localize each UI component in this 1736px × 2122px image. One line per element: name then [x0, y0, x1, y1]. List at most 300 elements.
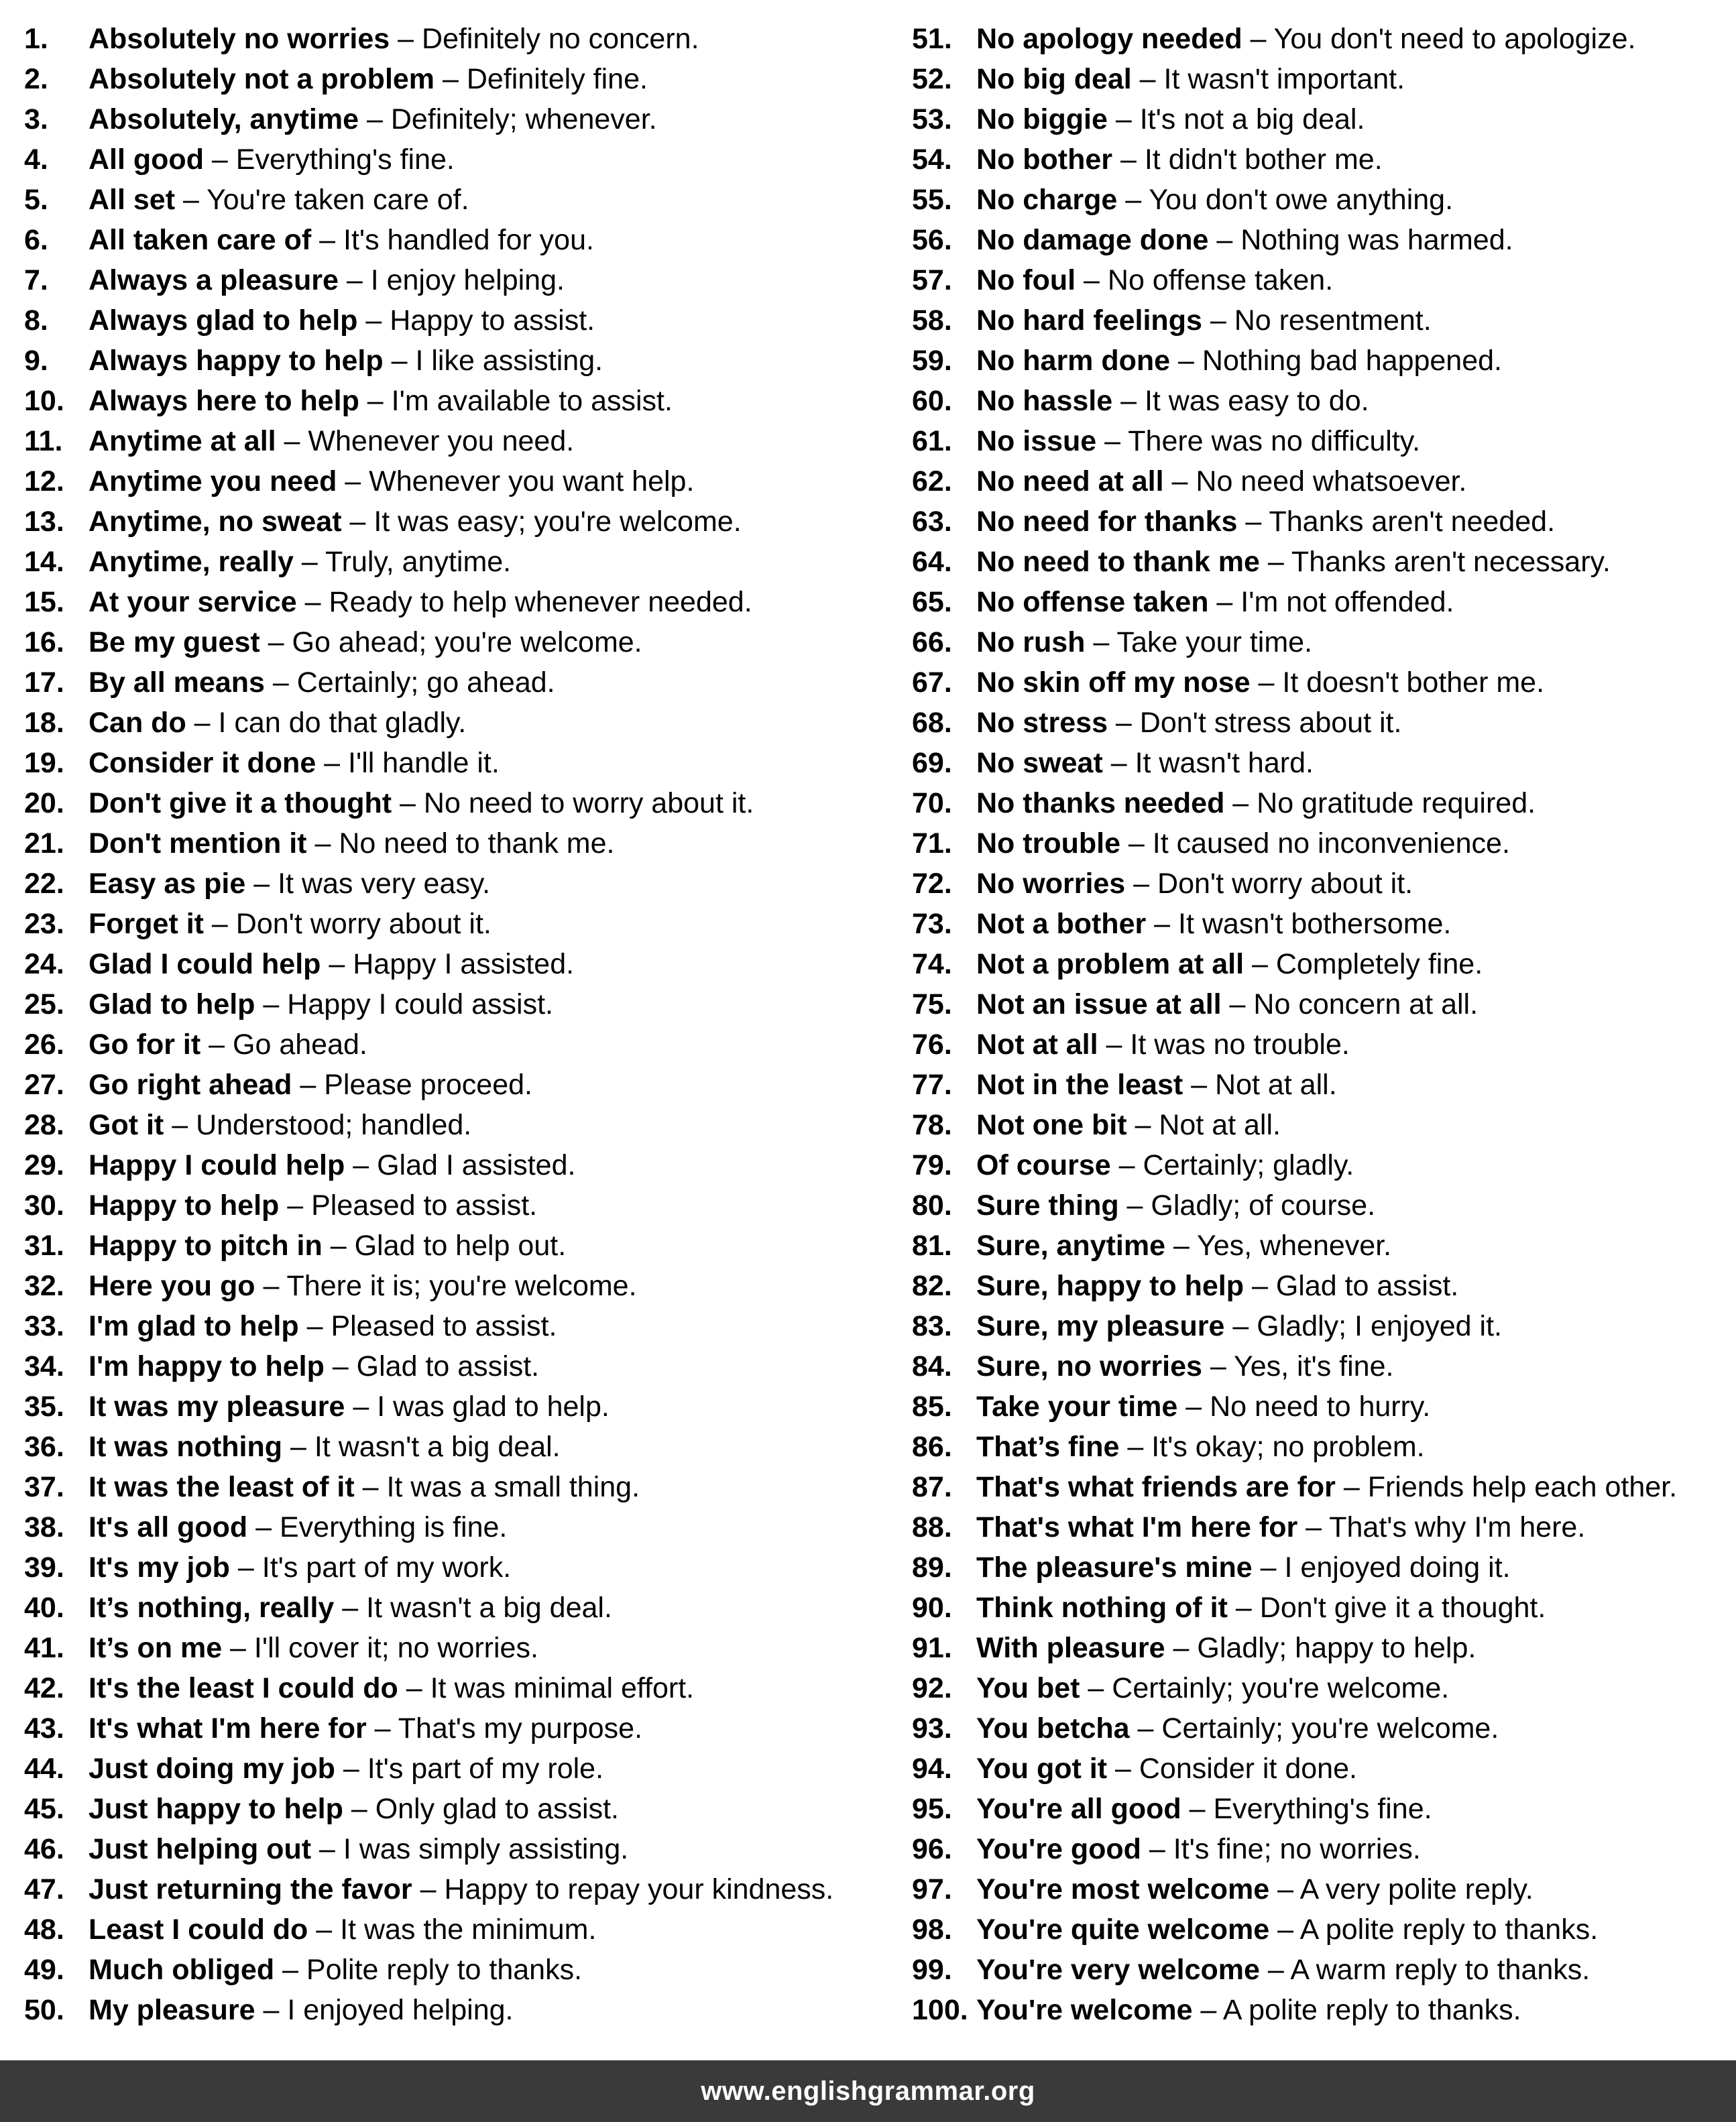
- item-phrase: No hassle: [976, 385, 1113, 417]
- item-number: 85.: [912, 1391, 952, 1423]
- item-text: [89, 582, 752, 622]
- item-separator: –: [354, 1471, 387, 1503]
- item-phrase: Absolutely, anytime: [89, 103, 359, 135]
- item-meaning: It's not a big deal.: [1139, 103, 1365, 135]
- list-item: [912, 984, 1727, 1024]
- item-meaning: Definitely fine.: [466, 63, 648, 95]
- item-phrase: It's my job: [89, 1551, 230, 1584]
- item-number: 49.: [24, 1954, 64, 1986]
- item-meaning: It wasn't bothersome.: [1178, 908, 1452, 940]
- list-item: [24, 59, 876, 99]
- item-meaning: Certainly; gladly.: [1143, 1149, 1354, 1181]
- item-text: [89, 1065, 532, 1105]
- item-meaning: That's my purpose.: [398, 1712, 643, 1745]
- item-phrase: No harm done: [976, 345, 1171, 377]
- item-phrase: You're quite welcome: [976, 1913, 1270, 1946]
- item-phrase: It’s nothing, really: [89, 1592, 335, 1624]
- item-meaning: No need whatsoever.: [1196, 465, 1467, 497]
- item-number: 20.: [24, 787, 64, 819]
- item-separator: –: [1237, 506, 1269, 538]
- item-separator: –: [1112, 143, 1145, 176]
- item-meaning: Definitely; whenever.: [390, 103, 657, 135]
- item-text: [89, 99, 657, 139]
- item-separator: –: [1098, 1028, 1131, 1061]
- item-separator: –: [1208, 224, 1241, 256]
- item-meaning: A very polite reply.: [1299, 1873, 1534, 1905]
- item-number: 22.: [24, 868, 64, 900]
- list-item: [912, 381, 1727, 421]
- list-item: [24, 139, 876, 180]
- item-text: [976, 1266, 1458, 1306]
- list-item: [24, 1266, 876, 1306]
- item-text: [89, 381, 673, 421]
- item-separator: –: [357, 304, 390, 337]
- list-item: [912, 99, 1727, 139]
- item-number: 92.: [912, 1672, 952, 1704]
- item-phrase: No rush: [976, 626, 1086, 658]
- item-separator: –: [282, 1431, 314, 1463]
- item-text: [976, 1145, 1354, 1185]
- item-meaning: No need to worry about it.: [423, 787, 754, 819]
- item-phrase: That's what friends are for: [976, 1471, 1336, 1503]
- item-separator: –: [412, 1873, 445, 1905]
- list-item: [24, 300, 876, 341]
- item-separator: –: [1335, 1471, 1368, 1503]
- item-phrase: Sure, no worries: [976, 1350, 1202, 1382]
- item-text: [976, 260, 1333, 300]
- item-meaning: Truly, anytime.: [325, 546, 512, 578]
- item-meaning: Everything's fine.: [235, 143, 455, 176]
- list-item: [912, 1588, 1727, 1628]
- item-number: 4.: [24, 143, 48, 176]
- item-number: 17.: [24, 666, 64, 699]
- list-item: [912, 1024, 1727, 1065]
- item-text: [89, 220, 594, 260]
- item-separator: –: [1076, 264, 1108, 296]
- item-number: 46.: [24, 1833, 64, 1865]
- item-number: 62.: [912, 465, 952, 497]
- item-number: 93.: [912, 1712, 952, 1745]
- item-phrase: You betcha: [976, 1712, 1130, 1745]
- item-separator: –: [175, 184, 207, 216]
- list-item: [912, 1869, 1727, 1909]
- item-phrase: All set: [89, 184, 176, 216]
- item-text: [976, 1628, 1476, 1668]
- item-separator: –: [298, 1310, 331, 1342]
- item-phrase: Easy as pie: [89, 868, 246, 900]
- item-text: [89, 944, 574, 984]
- item-text: [89, 19, 699, 59]
- item-meaning: It's handled for you.: [343, 224, 594, 256]
- list-item: [24, 1708, 876, 1749]
- item-separator: –: [1177, 1391, 1210, 1423]
- list-item: [912, 823, 1727, 864]
- list-item: [24, 703, 876, 743]
- item-meaning: Go ahead; you're welcome.: [292, 626, 642, 658]
- item-number: 65.: [912, 586, 952, 618]
- item-meaning: Everything is fine.: [279, 1511, 508, 1543]
- list-item: [912, 1909, 1727, 1950]
- item-separator: –: [392, 787, 424, 819]
- item-meaning: Definitely no concern.: [422, 23, 699, 55]
- item-text: [976, 864, 1413, 904]
- item-meaning: It wasn't hard.: [1135, 747, 1314, 779]
- item-number: 13.: [24, 506, 64, 538]
- list-item: [912, 582, 1727, 622]
- item-phrase: Least I could do: [89, 1913, 308, 1946]
- item-separator: –: [292, 1069, 325, 1101]
- item-number: 23.: [24, 908, 64, 940]
- item-separator: –: [203, 908, 236, 940]
- item-meaning: It was easy to do.: [1144, 385, 1369, 417]
- item-separator: –: [1117, 184, 1149, 216]
- item-number: 7.: [24, 264, 48, 296]
- item-phrase: No worries: [976, 868, 1126, 900]
- list-item: [912, 1507, 1727, 1547]
- item-separator: –: [293, 546, 325, 578]
- item-phrase: No biggie: [976, 103, 1108, 135]
- item-text: [89, 1789, 619, 1829]
- item-meaning: It wasn't important.: [1163, 63, 1405, 95]
- item-number: 96.: [912, 1833, 952, 1865]
- item-meaning: I enjoyed helping.: [287, 1994, 514, 2026]
- item-phrase: You bet: [976, 1672, 1080, 1704]
- item-meaning: Don't worry about it.: [235, 908, 491, 940]
- item-text: [976, 904, 1451, 944]
- list-item: [24, 99, 876, 139]
- item-text: [89, 260, 565, 300]
- list-item: [912, 743, 1727, 783]
- item-separator: –: [1165, 1230, 1198, 1262]
- item-text: [89, 783, 754, 823]
- item-text: [976, 944, 1483, 984]
- item-phrase: Happy to help: [89, 1189, 280, 1222]
- item-phrase: Not a bother: [976, 908, 1147, 940]
- item-number: 15.: [24, 586, 64, 618]
- item-meaning: It was very easy.: [278, 868, 491, 900]
- item-meaning: I enjoy helping.: [370, 264, 565, 296]
- item-separator: –: [255, 1994, 288, 2026]
- item-meaning: No need to hurry.: [1210, 1391, 1431, 1423]
- item-meaning: Please proceed.: [324, 1069, 532, 1101]
- item-number: 71.: [912, 827, 952, 860]
- item-text: [976, 1749, 1357, 1789]
- item-phrase: Just returning the favor: [89, 1873, 412, 1905]
- item-separator: –: [1107, 1753, 1139, 1785]
- item-number: 54.: [912, 143, 952, 176]
- item-meaning: Yes, whenever.: [1197, 1230, 1392, 1262]
- item-phrase: By all means: [89, 666, 265, 699]
- item-meaning: That's why I'm here.: [1329, 1511, 1586, 1543]
- item-meaning: Don't give it a thought.: [1259, 1592, 1546, 1624]
- item-separator: –: [311, 1833, 343, 1865]
- item-phrase: Happy I could help: [89, 1149, 345, 1181]
- item-separator: –: [203, 143, 236, 176]
- item-meaning: Completely fine.: [1275, 948, 1483, 980]
- item-phrase: Can do: [89, 707, 186, 739]
- item-separator: –: [306, 827, 339, 860]
- item-phrase: Not an issue at all: [976, 988, 1222, 1020]
- item-text: [976, 1950, 1590, 1990]
- item-text: [976, 622, 1312, 662]
- item-text: [89, 864, 490, 904]
- item-text: [976, 582, 1454, 622]
- list-item: [24, 260, 876, 300]
- item-meaning: Don't stress about it.: [1139, 707, 1402, 739]
- item-phrase: No trouble: [976, 827, 1120, 860]
- item-meaning: Happy to repay your kindness.: [444, 1873, 834, 1905]
- list-item: [24, 1346, 876, 1387]
- item-number: 89.: [912, 1551, 952, 1584]
- item-number: 100.: [912, 1994, 968, 2026]
- item-number: 45.: [24, 1793, 64, 1825]
- item-number: 8.: [24, 304, 48, 337]
- item-separator: –: [341, 506, 374, 538]
- list-item: [24, 1628, 876, 1668]
- item-number: 95.: [912, 1793, 952, 1825]
- item-separator: –: [1141, 1833, 1173, 1865]
- item-number: 94.: [912, 1753, 952, 1785]
- item-number: 51.: [912, 23, 952, 55]
- item-separator: –: [186, 707, 219, 739]
- item-phrase: Go right ahead: [89, 1069, 292, 1101]
- item-meaning: You don't need to apologize.: [1273, 23, 1636, 55]
- item-separator: –: [1269, 1873, 1300, 1905]
- item-meaning: Understood; handled.: [196, 1109, 472, 1141]
- item-meaning: It was no trouble.: [1130, 1028, 1350, 1061]
- item-number: 26.: [24, 1028, 64, 1061]
- item-separator: –: [1202, 1350, 1234, 1382]
- item-text: [976, 220, 1513, 260]
- item-separator: –: [1208, 586, 1241, 618]
- item-number: 80.: [912, 1189, 952, 1222]
- item-meaning: Gladly; of course.: [1151, 1189, 1376, 1222]
- list-item: [912, 904, 1727, 944]
- item-separator: –: [316, 747, 349, 779]
- item-phrase: Go for it: [89, 1028, 201, 1061]
- item-text: [976, 1226, 1391, 1266]
- item-phrase: All taken care of: [89, 224, 312, 256]
- item-phrase: Glad I could help: [89, 948, 321, 980]
- item-separator: –: [398, 1672, 430, 1704]
- item-number: 3.: [24, 103, 48, 135]
- item-number: 30.: [24, 1189, 64, 1222]
- item-phrase: I'm happy to help: [89, 1350, 325, 1382]
- item-number: 14.: [24, 546, 64, 578]
- item-phrase: That’s fine: [976, 1431, 1120, 1463]
- item-meaning: No need to thank me.: [339, 827, 615, 860]
- list-item: [912, 1266, 1727, 1306]
- list-item: [24, 1588, 876, 1628]
- list-item: [912, 1668, 1727, 1708]
- item-meaning: I can do that gladly.: [218, 707, 467, 739]
- item-number: 28.: [24, 1109, 64, 1141]
- item-text: [89, 1547, 511, 1588]
- list-item: [912, 260, 1727, 300]
- website-url: www.englishgrammar.org: [701, 2076, 1035, 2106]
- item-separator: –: [259, 626, 292, 658]
- phrase-list-right: [912, 19, 1727, 2030]
- list-item: [24, 461, 876, 502]
- item-meaning: No offense taken.: [1107, 264, 1334, 296]
- item-number: 48.: [24, 1913, 64, 1946]
- item-text: [976, 59, 1405, 99]
- list-item: [24, 1226, 876, 1266]
- item-number: 53.: [912, 103, 952, 135]
- item-number: 42.: [24, 1672, 64, 1704]
- list-item: [912, 1950, 1727, 1990]
- item-text: [89, 1829, 628, 1869]
- list-item: [24, 19, 876, 59]
- item-number: 10.: [24, 385, 64, 417]
- item-number: 19.: [24, 747, 64, 779]
- item-phrase: At your service: [89, 586, 297, 618]
- item-text: [89, 59, 648, 99]
- list-item: [24, 421, 876, 461]
- item-text: [89, 1387, 610, 1427]
- item-separator: –: [1183, 1069, 1216, 1101]
- list-item: [24, 1909, 876, 1950]
- item-meaning: Go ahead.: [233, 1028, 367, 1061]
- item-number: 66.: [912, 626, 952, 658]
- item-number: 47.: [24, 1873, 64, 1905]
- item-text: [976, 381, 1369, 421]
- item-phrase: Be my guest: [89, 626, 260, 658]
- item-number: 25.: [24, 988, 64, 1020]
- item-meaning: Only glad to assist.: [375, 1793, 619, 1825]
- item-text: [89, 1708, 642, 1749]
- item-text: [976, 19, 1635, 59]
- item-number: 21.: [24, 827, 64, 860]
- item-text: [89, 421, 574, 461]
- item-separator: –: [164, 1109, 196, 1141]
- list-item: [912, 139, 1727, 180]
- item-separator: –: [1252, 1551, 1285, 1584]
- item-number: 90.: [912, 1592, 952, 1624]
- item-separator: –: [366, 1712, 398, 1745]
- item-meaning: A warm reply to thanks.: [1290, 1954, 1590, 1986]
- item-separator: –: [308, 1913, 341, 1946]
- item-separator: –: [311, 224, 343, 256]
- item-phrase: No hard feelings: [976, 304, 1202, 337]
- item-separator: –: [435, 63, 467, 95]
- item-meaning: Gladly; I enjoyed it.: [1257, 1310, 1502, 1342]
- list-item: [912, 1387, 1727, 1427]
- item-number: 31.: [24, 1230, 64, 1262]
- item-phrase: Think nothing of it: [976, 1592, 1228, 1624]
- item-meaning: Happy to assist.: [390, 304, 595, 337]
- item-meaning: Don't worry about it.: [1157, 868, 1413, 900]
- item-number: 1.: [24, 23, 48, 55]
- item-meaning: Yes, it's fine.: [1233, 1350, 1394, 1382]
- footer-bar: [0, 2060, 1736, 2122]
- item-number: 34.: [24, 1350, 64, 1382]
- item-number: 61.: [912, 425, 952, 457]
- item-text: [976, 461, 1466, 502]
- item-meaning: No resentment.: [1234, 304, 1432, 337]
- item-text: [89, 1346, 539, 1387]
- item-text: [976, 1306, 1502, 1346]
- item-separator: –: [222, 1632, 254, 1664]
- item-meaning: It wasn't a big deal.: [314, 1431, 561, 1463]
- item-phrase: Sure, happy to help: [976, 1270, 1244, 1302]
- item-text: [976, 1507, 1585, 1547]
- item-phrase: Not a problem at all: [976, 948, 1245, 980]
- item-meaning: I'll handle it.: [348, 747, 500, 779]
- item-phrase: Of course: [976, 1149, 1111, 1181]
- list-item: [912, 1467, 1727, 1507]
- item-separator: –: [1242, 23, 1274, 55]
- item-number: 32.: [24, 1270, 64, 1302]
- item-meaning: There was no difficulty.: [1128, 425, 1421, 457]
- item-number: 9.: [24, 345, 48, 377]
- item-text: [976, 1829, 1421, 1869]
- item-text: [976, 1065, 1337, 1105]
- list-item: [912, 1708, 1727, 1749]
- list-item: [24, 1789, 876, 1829]
- list-item: [912, 1065, 1727, 1105]
- item-separator: –: [1244, 948, 1276, 980]
- list-item: [912, 1628, 1727, 1668]
- list-item: [912, 864, 1727, 904]
- list-item: [912, 542, 1727, 582]
- item-text: [89, 502, 742, 542]
- item-separator: –: [1192, 1994, 1223, 2026]
- item-separator: –: [322, 1230, 355, 1262]
- item-text: [976, 823, 1510, 864]
- item-phrase: No need at all: [976, 465, 1164, 497]
- list-item: [24, 622, 876, 662]
- item-text: [89, 1668, 694, 1708]
- item-phrase: Just doing my job: [89, 1753, 335, 1785]
- item-meaning: It's part of my role.: [367, 1753, 604, 1785]
- item-phrase: No thanks needed: [976, 787, 1225, 819]
- item-phrase: No issue: [976, 425, 1097, 457]
- item-separator: –: [1250, 666, 1283, 699]
- phrase-list-left: [24, 19, 876, 2030]
- item-meaning: It doesn't bother me.: [1282, 666, 1545, 699]
- item-separator: –: [1170, 345, 1202, 377]
- item-meaning: It's okay; no problem.: [1151, 1431, 1425, 1463]
- item-phrase: Not at all: [976, 1028, 1098, 1061]
- item-separator: –: [1107, 103, 1140, 135]
- item-number: 6.: [24, 224, 48, 256]
- item-phrase: Anytime, no sweat: [89, 506, 342, 538]
- item-number: 29.: [24, 1149, 64, 1181]
- item-separator: –: [1181, 1793, 1214, 1825]
- item-meaning: Polite reply to thanks.: [306, 1954, 583, 1986]
- list-item: [24, 1869, 876, 1909]
- item-separator: –: [1096, 425, 1129, 457]
- item-text: [976, 542, 1611, 582]
- item-text: [89, 1990, 513, 2030]
- item-text: [976, 1668, 1449, 1708]
- item-number: 84.: [912, 1350, 952, 1382]
- item-text: [89, 743, 500, 783]
- item-text: [976, 1990, 1521, 2030]
- item-number: 98.: [912, 1913, 952, 1946]
- list-item: [24, 1950, 876, 1990]
- item-separator: –: [1080, 1672, 1112, 1704]
- item-separator: –: [1126, 1109, 1159, 1141]
- item-separator: –: [1224, 787, 1257, 819]
- item-separator: –: [245, 868, 278, 900]
- item-separator: –: [390, 23, 422, 55]
- item-text: [976, 783, 1536, 823]
- item-separator: –: [1118, 1189, 1151, 1222]
- list-item: [912, 1226, 1727, 1266]
- item-meaning: It didn't bother me.: [1144, 143, 1383, 176]
